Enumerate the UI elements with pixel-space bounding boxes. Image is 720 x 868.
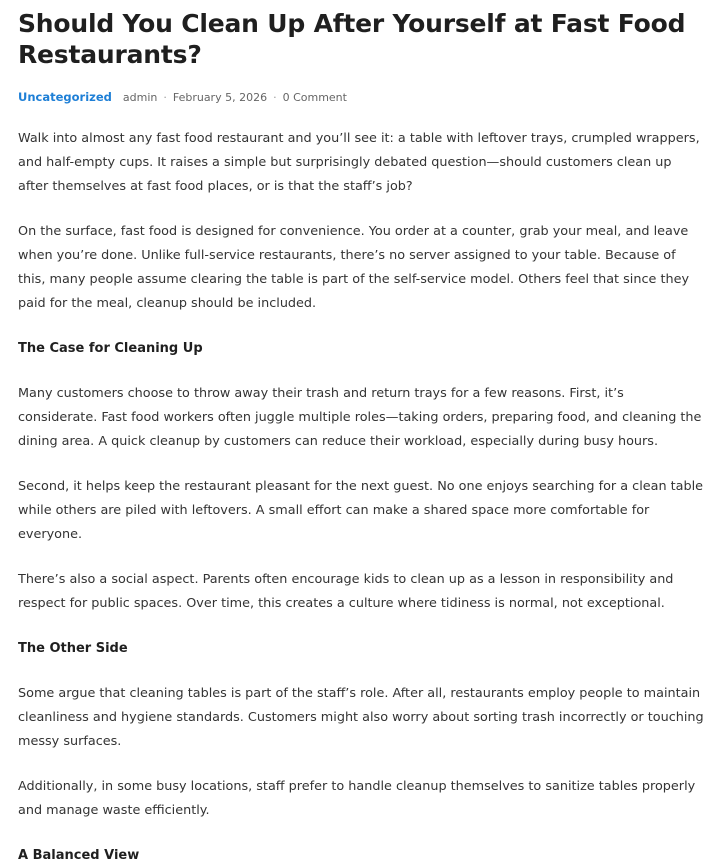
paragraph: Walk into almost any fast food restaurant and you’ll see it: a table with leftover trays, crumpled wrappers, and half-empty cups. It raises a simple but surprisingly debated question—should customers clean up after themselves at fast food places, or is that the staff’s job? bbox=[18, 131, 700, 194]
paragraph: On the surface, fast food is designed for convenience. You order at a counter, grab your meal, and leave when you’re done. Unlike full-service restaurants, there’s no server assigned to your table. Because of this, many people assume clearing the table is part of the self-service model. Others feel that since they paid for the meal, cleanup should be included. bbox=[18, 224, 690, 311]
meta-separator: · bbox=[273, 90, 277, 104]
paragraph: Second, it helps keep the restaurant pleasant for the next guest. No one enjoys searching for a clean table while others are piled with leftovers. A small effort can make a shared space more comfortable for everyone. bbox=[18, 479, 704, 542]
paragraph: There’s also a social aspect. Parents often encourage kids to clean up as a lesson in responsibility and respect for public spaces. Over time, this creates a culture where tidiness is normal, not exceptional. bbox=[18, 572, 674, 611]
post-meta bbox=[18, 87, 704, 107]
section-heading: The Case for Cleaning Up bbox=[18, 341, 203, 356]
meta-separator: · bbox=[163, 90, 167, 104]
post-content bbox=[18, 127, 704, 868]
post-date: February 5, 2026 bbox=[172, 90, 268, 104]
paragraph: Additionally, in some busy locations, staff prefer to handle cleanup themselves to sanitize tables properly and manage waste efficiently. bbox=[18, 779, 696, 818]
post-title: Should You Clean Up After Yourself at Fast Food Restaurants? bbox=[18, 9, 686, 69]
comments-link[interactable]: 0 Comment bbox=[282, 90, 347, 104]
paragraph: Many customers choose to throw away their trash and return trays for a few reasons. First, it’s considerate. Fast food workers often juggle multiple roles—taking orders, preparing food, and cleaning the dining area. A quick cleanup by customers can reduce their workload, especially during busy hours. bbox=[18, 386, 702, 449]
section-heading: The Other Side bbox=[18, 641, 128, 656]
paragraph: Some argue that cleaning tables is part of the staff’s role. After all, restaurants employ people to maintain cleanliness and hygiene standards. Customers might also worry about sorting trash incorrectly or touching messy surfaces. bbox=[18, 686, 704, 749]
section-heading: A Balanced View bbox=[18, 848, 140, 863]
category-link[interactable]: Uncategorized bbox=[18, 90, 112, 104]
author-link[interactable]: admin bbox=[122, 90, 158, 104]
